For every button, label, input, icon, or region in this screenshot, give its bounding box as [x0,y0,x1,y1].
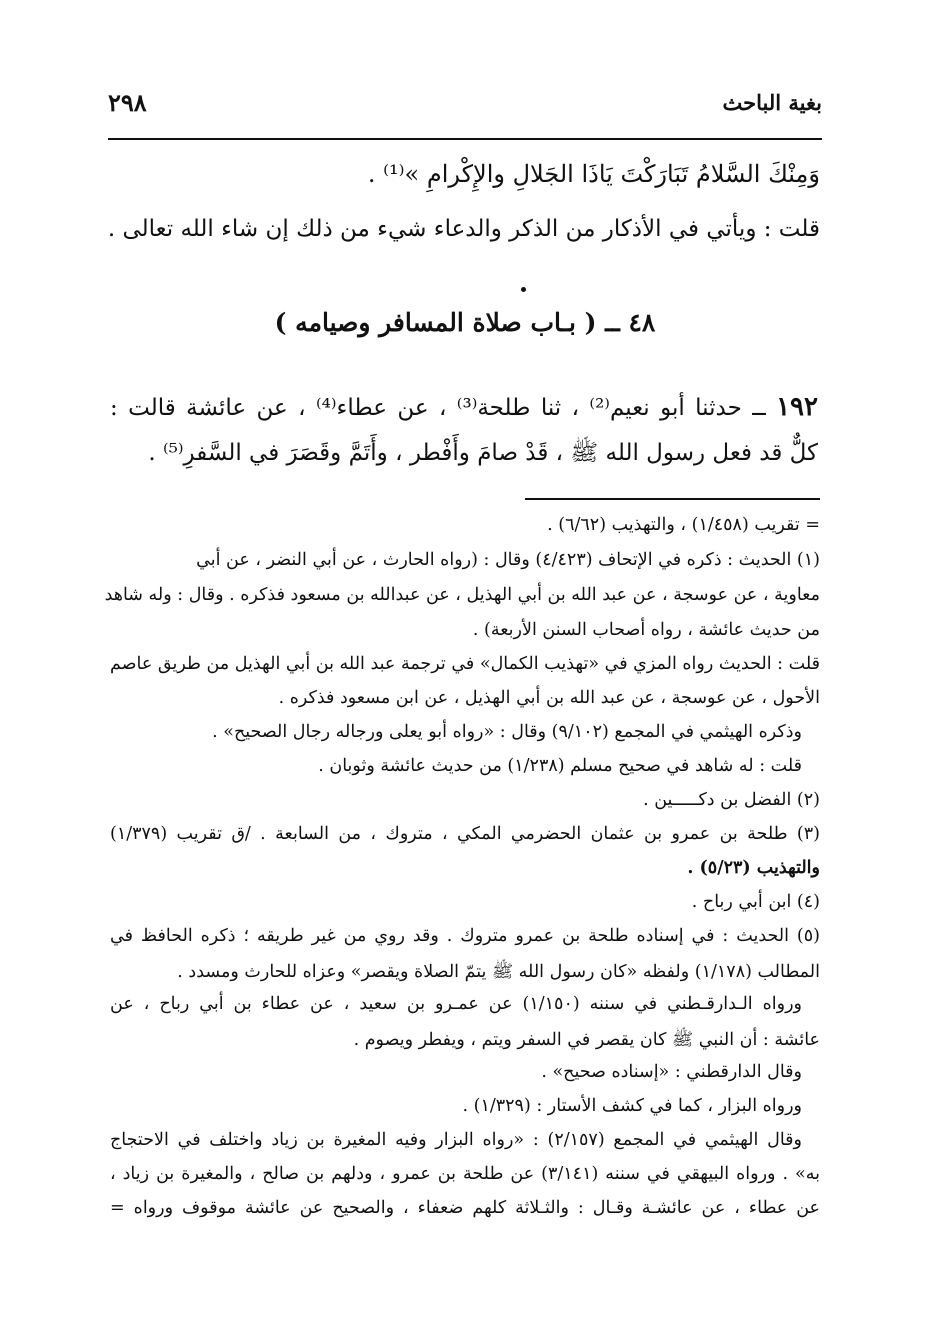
hadith-isnad: ــ حدثنا أبو نعيم⁽²⁾ ، ثنا طلحة⁽³⁾ ، عن عطاء⁽⁴⁾ ، عن عائشة قالت : [110,395,766,421]
hadith-line-1 [110,392,818,422]
footnote-line: (٥) الحديث : في إسناده طلحة بن عمرو متروك . وقد روي من غير طريقه ؛ ذكره الحافظ في [110,926,820,946]
running-title: بغية الباحث [722,90,822,115]
footnote-line: وقال الدارقطني : «إسناده صحيح» . [541,1062,802,1082]
footnote-line: ورواه البزار ، كما في كشف الأستار : (١/٣٢٩) . [462,1096,802,1116]
footnote-line: (٢) الفضل بن دكـــــين . [643,790,820,810]
footnote-line: والتهذيب (٥/٢٣) . [687,858,820,878]
footnote-line: عن عطاء ، عن عائشـة وقـال : والثـلاثة كلهم ضعفاء ، والصحيح عن عائشة موقوف ورواه = [110,1198,820,1218]
ornament-dot [521,287,526,292]
footnote-line: = تقريب (١/٤٥٨) ، والتهذيب (٦/٦٢) . [547,515,820,535]
footnote-line: قلت : الحديث رواه المزي في «تهذيب الكمال» في ترجمة عبد الله بن أبي الهذيل من طريق عاصم [110,654,820,674]
verse-line: وَمِنْكَ السَّلامُ تَبَارَكْتَ يَاذَا الجَلالِ والإِكْرامِ »⁽¹⁾ . [367,160,820,188]
page-number: ٢٩٨ [108,88,147,117]
footnote-line: وقال الهيثمي في المجمع (٢/١٥٧) : «رواه البزار وفيه المغيرة بن زياد واختلف في الاحتجاج [110,1130,802,1150]
footnote-line: من حديث عائشة ، رواه أصحاب السنن الأربعة) . [472,620,820,640]
footnote-line: (٣) طلحة بن عمرو بن عثمان الحضرمي المكي ، متروك ، من السابعة . /ق تقريب (١/٣٧٩) [110,824,820,844]
footnote-line: (٤) ابن أبي رباح . [691,892,820,912]
footnote-line: ورواه الـدارقـطني في سننه (١/١٥٠) عن عمـرو بن سعيد ، عن عطاء بن أبي رباح ، عن [110,994,802,1014]
footnote-line: وذكره الهيثمي في المجمع (٩/١٠٢) وقال : «رواه أبو يعلى ورجاله رجال الصحيح» . [212,722,802,742]
footnote-line: عائشة : أن النبي ﷺ كان يقصر في السفر ويتم ، ويفطر ويصوم . [353,1030,820,1050]
footnote-line: المطالب (١/١٧٨) ولفظه «كان رسول الله ﷺ يتمّ الصلاة ويقصر» وعزاه للحارث ومسدد . [177,962,820,982]
page-header [108,90,822,126]
header-rule [108,138,822,140]
footnote-line: (١) الحديث : ذكره في الإتحاف (٤/٤٢٣) وقال : (رواه الحارث ، عن أبي النضر ، عن أبي [196,550,820,570]
hadith-number: ١٩٢ [776,392,818,422]
hadith-line-2: كلٌّ قد فعل رسول الله ﷺ ، قَدْ صامَ وأَفْطر ، وأَتَمَّ وقَصَرَ في السَّفرِ⁽⁵⁾ . [148,440,818,466]
footnote-line: به» . ورواه البيهقي في سننه (٣/١٤١) عن طلحة بن عمرو ، ودلهم بن صالح ، والمغيرة بن زياد ، [110,1164,821,1184]
footnote-rule [525,498,820,500]
footnote-line: الأحول ، عن عوسجة ، عن عبد الله بن أبي الهذيل ، عن ابن مسعود فذكره . [278,688,820,708]
footnote-line: قلت : له شاهد في صحيح مسلم (١/٢٣٨) من حديث عائشة وثوبان . [318,756,802,776]
footnote-line: معاوية ، عن عوسجة ، عن عبد الله بن أبي الهذيل ، عن عبدالله بن مسعود فذكره . وقال : وله شاهد [104,585,820,605]
note-line: قلت : ويأتي في الأذكار من الذكر والدعاء شيء من ذلك إن شاء الله تعالى . [107,216,820,242]
chapter-heading: ٤٨ ــ ( بـاب صلاة المسافر وصيامه ) [274,308,656,337]
